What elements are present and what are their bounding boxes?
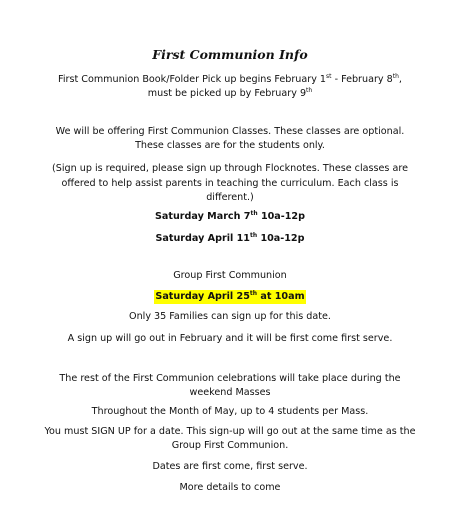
class-date-1-time: 10a-12p [257,211,305,222]
class-date-2-time: 10a-12p [257,233,305,244]
group-date-highlight [154,290,305,304]
class-date-2 [0,233,460,245]
pickup-text-1b: - February 8 [331,74,393,85]
classes-line-2: These classes are for the students only. [135,140,325,151]
masses-line-6: Dates are first come, first serve. [152,461,308,472]
pickup-text-1a: First Communion Book/Folder Pick up begins February 1 [58,74,327,85]
classes-line-1: We will be offering First Communion Classes. These classes are optional. [55,126,405,137]
masses-line-3: Throughout the Month of May, up to 4 students per Mass. [91,406,369,417]
group-date-sup: th [249,290,258,297]
class-date-1-sup: th [250,210,258,217]
class-date-1 [0,211,460,223]
group-signup: A sign up will go out in February and it will be first come first serve. [67,333,393,344]
classes-line-3: (Sign up is required, please sign up through Flocknotes. These classes are [52,163,408,174]
masses-line-4: You must SIGN UP for a date. This sign-up will go out at the same time as the [44,426,416,437]
pickup-sup-1: st [326,73,332,80]
masses-line-2: weekend Masses [189,387,271,398]
classes-line-4: offered to help assist parents in teaching the curriculum. Each class is [61,178,399,189]
pickup-line-2 [0,88,460,100]
group-date [0,291,460,303]
pickup-sup-3: th [306,87,313,94]
group-date-time: at 10am [257,291,305,302]
masses-line-1: The rest of the First Communion celebrations will take place during the [59,373,401,384]
classes-line-5: different.) [206,192,254,203]
group-families: Only 35 Families can sign up for this date. [129,311,331,322]
document-title: First Communion Info [152,47,308,62]
pickup-line-1 [0,74,460,86]
class-date-2-sup: th [249,232,258,239]
class-date-1-text: Saturday March 7 [155,211,251,222]
pickup-text-1c: , [398,74,402,85]
group-heading: Group First Communion [173,270,287,281]
masses-line-7: More details to come [179,482,281,493]
group-date-text: Saturday April 25 [155,291,250,302]
class-date-2-text: Saturday April 11 [155,233,250,244]
pickup-sup-2: th [392,73,399,80]
masses-line-5: Group First Communion. [171,440,289,451]
pickup-text-2: must be picked up by February 9 [147,88,307,99]
